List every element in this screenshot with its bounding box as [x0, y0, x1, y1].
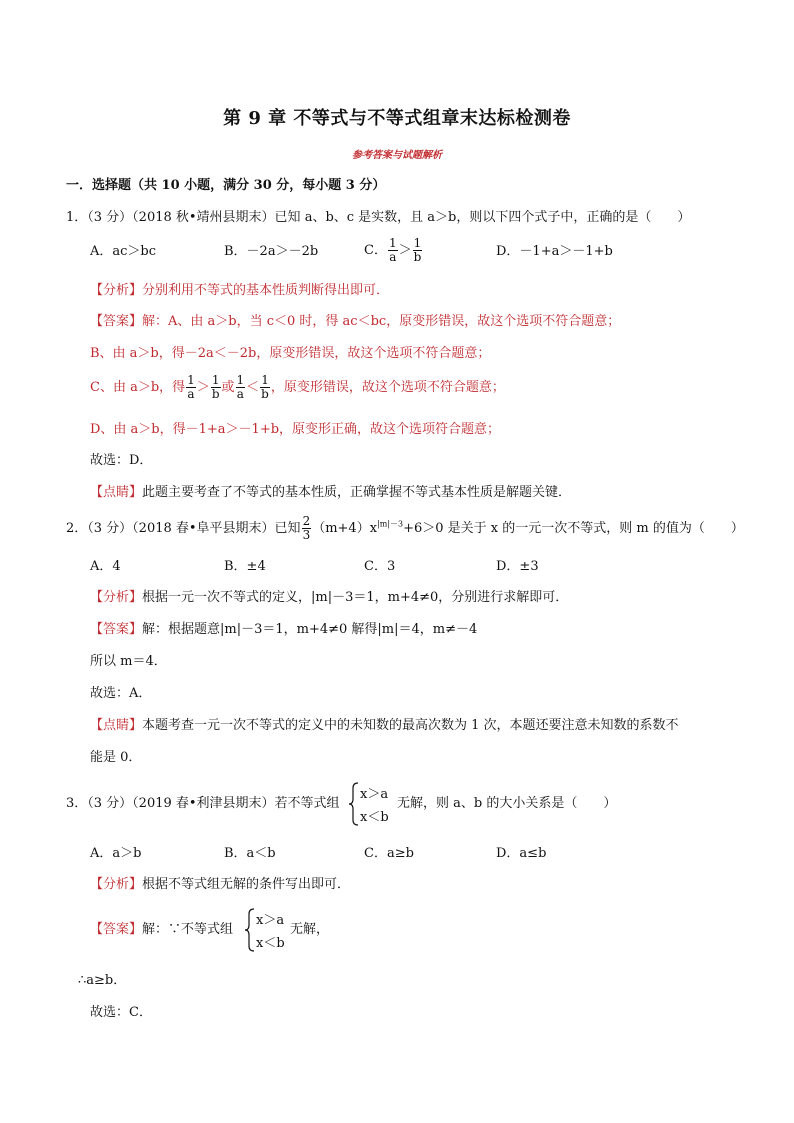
q1-answer-2: B、由 a＞b，得－2a＜－2b，原变形错误，故这个选项不符合题意；: [90, 346, 491, 361]
q1-option-a: A．ac＞bc: [90, 244, 157, 259]
q2-option-b: B．±4: [224, 559, 266, 574]
q3-answer-system-line-1: x＞a: [256, 913, 285, 928]
q1-answer-3: C、由 a＞b，得 $\frac{1}{a}$ ＞ $\frac{1}{b}$ 或 $\frac{1}{a}$ ＜ $\frac{1}{b}$ ，原变形错误，故这个选项不符合题意；: [90, 373, 505, 401]
q2-comment-1: 【点睛】本题考查一元一次不等式的定义中的未知数的最高次数为 1 次，本题还要注意未知数的系数不: [90, 718, 679, 733]
q2-answer-2: 所以 m＝4．: [90, 654, 167, 669]
q2-answer-1: 【答案】解：根据题意|m|－3＝1，m+4≠0 解得|m|＝4，m≠－4: [90, 622, 478, 637]
q2-analysis: 【分析】根据一元一次不等式的定义，|m|－3＝1，m+4≠0，分别进行求解即可．: [90, 590, 569, 605]
q2-choose: 故选：A．: [90, 686, 152, 701]
q3-option-b: B．a＜b: [224, 846, 276, 861]
q1-stem: 1．（3 分）（2018 秋•靖州县期末）已知 a、b、c 是实数，且 a＞b，则以下四个式子中，正确的是（ ）: [66, 210, 691, 225]
q1-choose: 故选：D．: [90, 453, 153, 468]
q3-analysis: 【分析】根据不等式组无解的条件写出即可．: [90, 877, 351, 892]
page-subtitle: 参考答案与试题解析: [352, 150, 442, 161]
q3-system-line-2: x＜b: [360, 810, 389, 825]
page-title: 第 9 章 不等式与不等式组章末达标检测卷: [223, 108, 571, 129]
q1-answer-4: D、由 a＞b，得－1+a＞－1+b，原变形正确，故这个选项符合题意；: [90, 422, 501, 437]
q2-option-a: A．4: [90, 559, 121, 574]
q1-answer-1: 【答案】解：A、由 a＞b，当 c＜0 时，得 ac＜bc，原变形错误，故这个选项不符合题意；: [90, 314, 621, 329]
q2-option-c: C．3: [364, 559, 396, 574]
q1-analysis: 【分析】分别利用不等式的基本性质判断得出即可．: [90, 283, 390, 298]
section-heading: 一．选择题（共 10 小题，满分 30 分，每小题 3 分）: [66, 178, 386, 193]
q1-option-b: B．－2a＞－2b: [224, 244, 319, 259]
q3-stem-b: 无解，则 a、b 的大小关系是（ ）: [397, 796, 617, 811]
brace-icon: [348, 782, 360, 826]
q1-option-d: D．－1+a＞－1+b: [496, 244, 613, 259]
q1-option-c-label: C．: [364, 243, 387, 258]
q3-system-line-1: x＞a: [360, 787, 389, 802]
q3-option-a: A．a＞b: [90, 846, 142, 861]
brace-icon: [244, 908, 256, 952]
fraction: $\frac{1}{a}$: [388, 236, 397, 264]
q3-answer-1-tail: 无解，: [290, 922, 330, 937]
q3-answer-system-line-2: x＜b: [256, 936, 285, 951]
q3-option-d: D．a≤b: [496, 846, 547, 861]
q2-stem: 2．（3 分）（2018 春•阜平县期末）已知 $\frac{2}{3}$ $(m+4)x^{|m|-3}+6>0$ 是关于 x 的一元一次不等式，则 m 的值为（ ）: [66, 514, 744, 542]
q2-option-d: D．±3: [496, 559, 539, 574]
q1-comment: 【点睛】此题主要考查了不等式的基本性质，正确掌握不等式基本性质是解题关键．: [90, 485, 572, 500]
q3-answer-2: ∴a≥b．: [78, 973, 127, 988]
q3-choose: 故选：C．: [90, 1005, 152, 1020]
q3-stem-a: 3．（3 分）（2019 春•利津县期末）若不等式组: [66, 796, 340, 811]
q3-answer-1: 【答案】解：∵不等式组: [90, 922, 234, 937]
q3-option-c: C．a≥b: [364, 846, 414, 861]
q1-option-c: C． $\frac{1}{a}$ ＞ $\frac{1}{b}$: [364, 236, 422, 264]
fraction: $\frac{1}{b}$: [413, 236, 422, 264]
q2-comment-2: 能是 0．: [90, 750, 142, 765]
